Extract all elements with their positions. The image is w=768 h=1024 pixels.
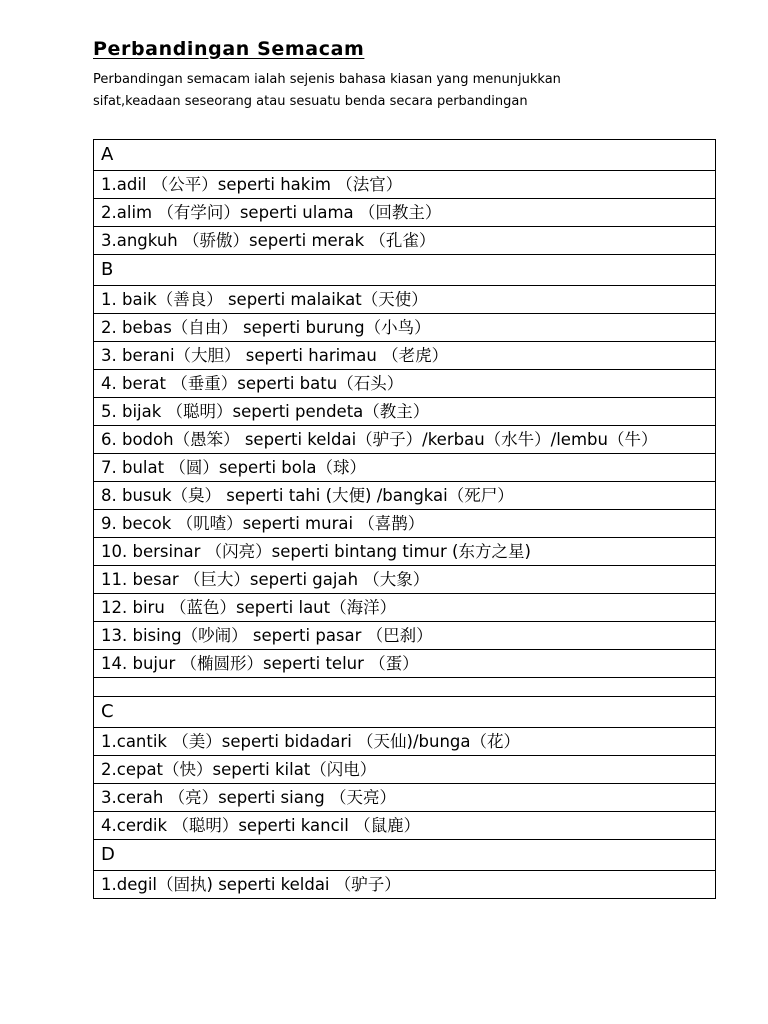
blank-row [94, 678, 716, 697]
table-row [94, 227, 716, 255]
section-letter: B [94, 255, 716, 286]
table-row [94, 510, 716, 538]
table-cell: 1.cantik （美）seperti bidadari （天仙)/bunga（花） [94, 728, 716, 756]
table-cell: 2. bebas（自由） seperti burung（小鸟） [94, 314, 716, 342]
table-row [94, 342, 716, 370]
page-title: Perbandingan Semacam [93, 38, 365, 60]
table-cell: 10. bersinar （闪亮）seperti bintang timur (东方之星) [94, 538, 716, 566]
table-row [94, 784, 716, 812]
table-cell: 8. busuk（臭） seperti tahi (大便) /bangkai（死尸） [94, 482, 716, 510]
table-cell: 4.cerdik （聪明）seperti kancil （鼠鹿） [94, 812, 716, 840]
table-cell: 3.cerah （亮）seperti siang （天亮） [94, 784, 716, 812]
table-cell: 6. bodoh（愚笨） seperti keldai（驴子）/kerbau（水牛）/lembu（牛） [94, 426, 716, 454]
table-row [94, 199, 716, 227]
table-row [94, 398, 716, 426]
table-cell: 5. bijak （聪明）seperti pendeta（教主） [94, 398, 716, 426]
table-row [94, 728, 716, 756]
intro-paragraph [93, 69, 713, 113]
table-cell: 3. berani（大胆） seperti harimau （老虎） [94, 342, 716, 370]
table-cell: 1.degil（固执) seperti keldai （驴子） [94, 871, 716, 899]
table-row [94, 426, 716, 454]
intro-line: sifat,keadaan seseorang atau sesuatu benda secara perbandingan [93, 94, 528, 109]
table-cell: 2.cepat（快）seperti kilat（闪电） [94, 756, 716, 784]
table-cell: 14. bujur （椭圆形）seperti telur （蛋） [94, 650, 716, 678]
table-row [94, 482, 716, 510]
section-header-row [94, 697, 716, 728]
table-cell: 1. baik（善良） seperti malaikat（天使） [94, 286, 716, 314]
table-row [94, 812, 716, 840]
table-cell: 11. besar （巨大）seperti gajah （大象） [94, 566, 716, 594]
table-row [94, 594, 716, 622]
table-row [94, 454, 716, 482]
table-row [94, 314, 716, 342]
table-row [94, 566, 716, 594]
table-cell: 3.angkuh （骄傲）seperti merak （孔雀） [94, 227, 716, 255]
simile-table [93, 139, 716, 899]
intro-line: Perbandingan semacam ialah sejenis bahasa kiasan yang menunjukkan [93, 72, 561, 87]
table-row [94, 650, 716, 678]
section-letter: D [94, 840, 716, 871]
section-header-row [94, 140, 716, 171]
table-cell: 9. becok （叽喳）seperti murai （喜鹊） [94, 510, 716, 538]
table-cell [94, 678, 716, 697]
table-row [94, 622, 716, 650]
table-row [94, 538, 716, 566]
section-letter: C [94, 697, 716, 728]
table-cell: 2.alim （有学问）seperti ulama （回教主） [94, 199, 716, 227]
table-cell: 1.adil （公平）seperti hakim （法官） [94, 171, 716, 199]
table-cell: 4. berat （垂重）seperti batu（石头） [94, 370, 716, 398]
table-cell: 13. bising（吵闹） seperti pasar （巴刹） [94, 622, 716, 650]
table-cell: 12. biru （蓝色）seperti laut（海洋） [94, 594, 716, 622]
section-header-row [94, 840, 716, 871]
table-cell: 7. bulat （圆）seperti bola（球） [94, 454, 716, 482]
section-letter: A [94, 140, 716, 171]
table-row [94, 286, 716, 314]
table-row [94, 370, 716, 398]
table-row [94, 171, 716, 199]
table-row [94, 756, 716, 784]
table-row [94, 871, 716, 899]
section-header-row [94, 255, 716, 286]
